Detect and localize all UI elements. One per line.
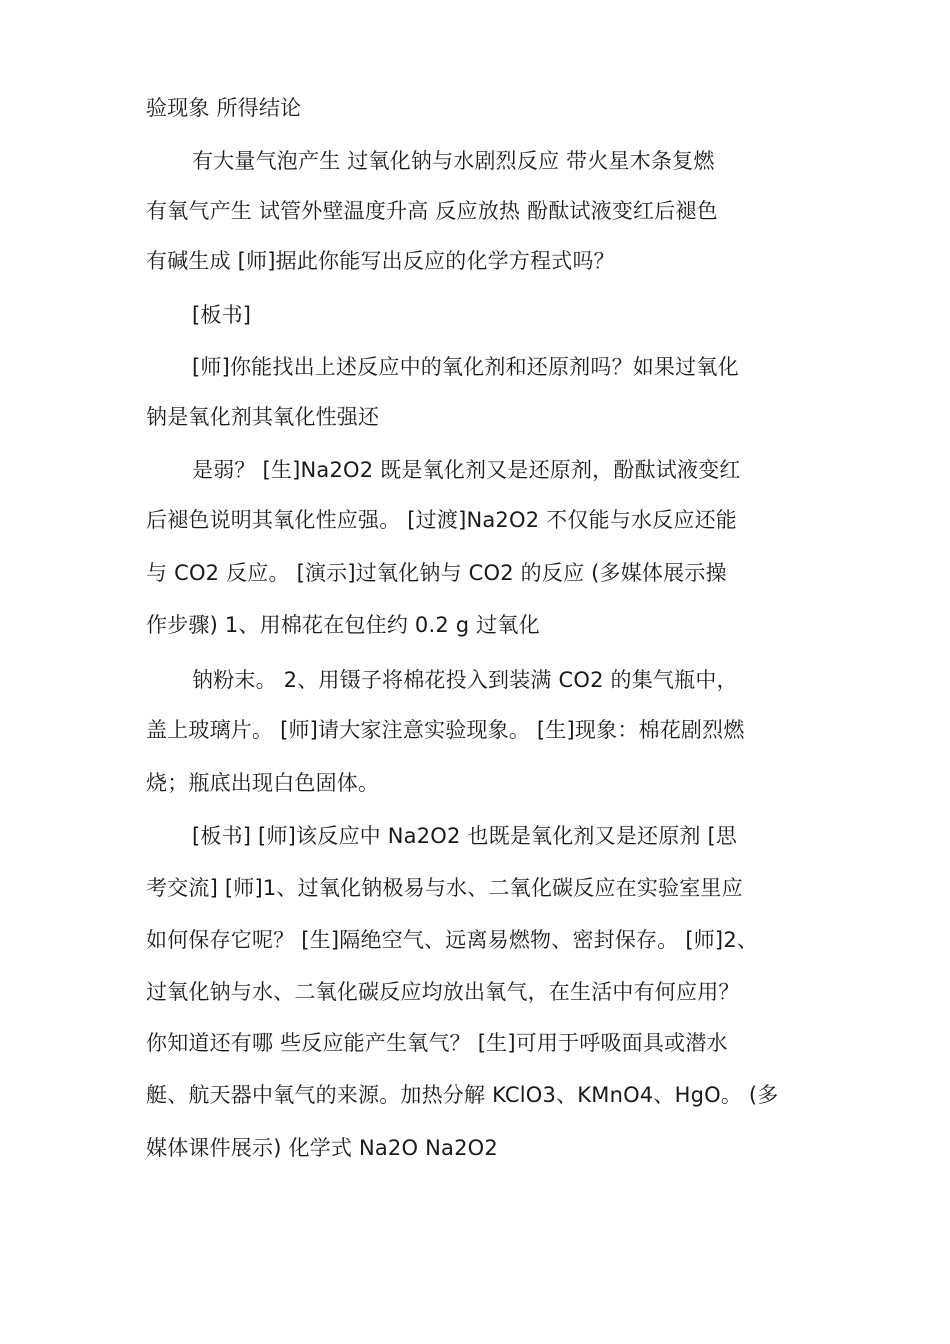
text-line: 如何保存它呢？ [生]隔绝空气、远离易燃物、密封保存。 [师]2、: [146, 928, 759, 952]
text-line: 有氧气产生 试管外壁温度升高 反应放热 酚酞试液变红后褪色: [146, 199, 718, 223]
text-line: 验现象 所得结论: [146, 96, 302, 120]
text-line: 作步骤) 1、用棉花在包住约 0.2 g 过氧化: [146, 613, 540, 637]
text-line: 媒体课件展示) 化学式 Na2O Na2O2: [146, 1136, 498, 1160]
text-line: 烧；瓶底出现白色固体。: [146, 771, 380, 795]
text-line: 有碱生成 [师]据此你能写出反应的化学方程式吗？: [146, 249, 615, 273]
text-line: 是弱？ [生]Na2O2 既是氧化剂又是还原剂，酚酞试液变红: [192, 458, 741, 482]
text-line: 有大量气泡产生 过氧化钠与水剧烈反应 带火星木条复燃: [192, 149, 715, 173]
text-line: [师]你能找出上述反应中的氧化剂和还原剂吗？如果过氧化: [192, 355, 739, 379]
text-line: 与 CO2 反应。 [演示]过氧化钠与 CO2 的反应 (多媒体展示操: [146, 561, 727, 585]
text-line: 钠粉末。 2、用镊子将棉花投入到装满 CO2 的集气瓶中，: [192, 668, 738, 692]
text-line: 你知道还有哪 些反应能产生氧气？ [生]可用于呼吸面具或潜水: [146, 1031, 728, 1055]
text-line: 后褪色说明其氧化性应强。 [过渡]Na2O2 不仅能与水反应还能: [146, 508, 737, 532]
text-line: [板书] [师]该反应中 Na2O2 也既是氧化剂又是还原剂 [思: [192, 824, 738, 848]
text-line: 艇、航天器中氧气的来源。加热分解 KClO3、KMnO4、HgO。 (多: [146, 1083, 779, 1107]
text-line: 过氧化钠与水、二氧化碳反应均放出氧气，在生活中有何应用？: [146, 980, 740, 1004]
text-line: 盖上玻璃片。 [师]请大家注意实验现象。 [生]现象：棉花剧烈燃: [146, 718, 745, 742]
text-line: 考交流] [师]1、过氧化钠极易与水、二氧化碳反应在实验室里应: [146, 876, 743, 900]
text-line: [板书]: [192, 303, 252, 327]
text-line: 钠是氧化剂其氧化性强还: [146, 405, 380, 429]
